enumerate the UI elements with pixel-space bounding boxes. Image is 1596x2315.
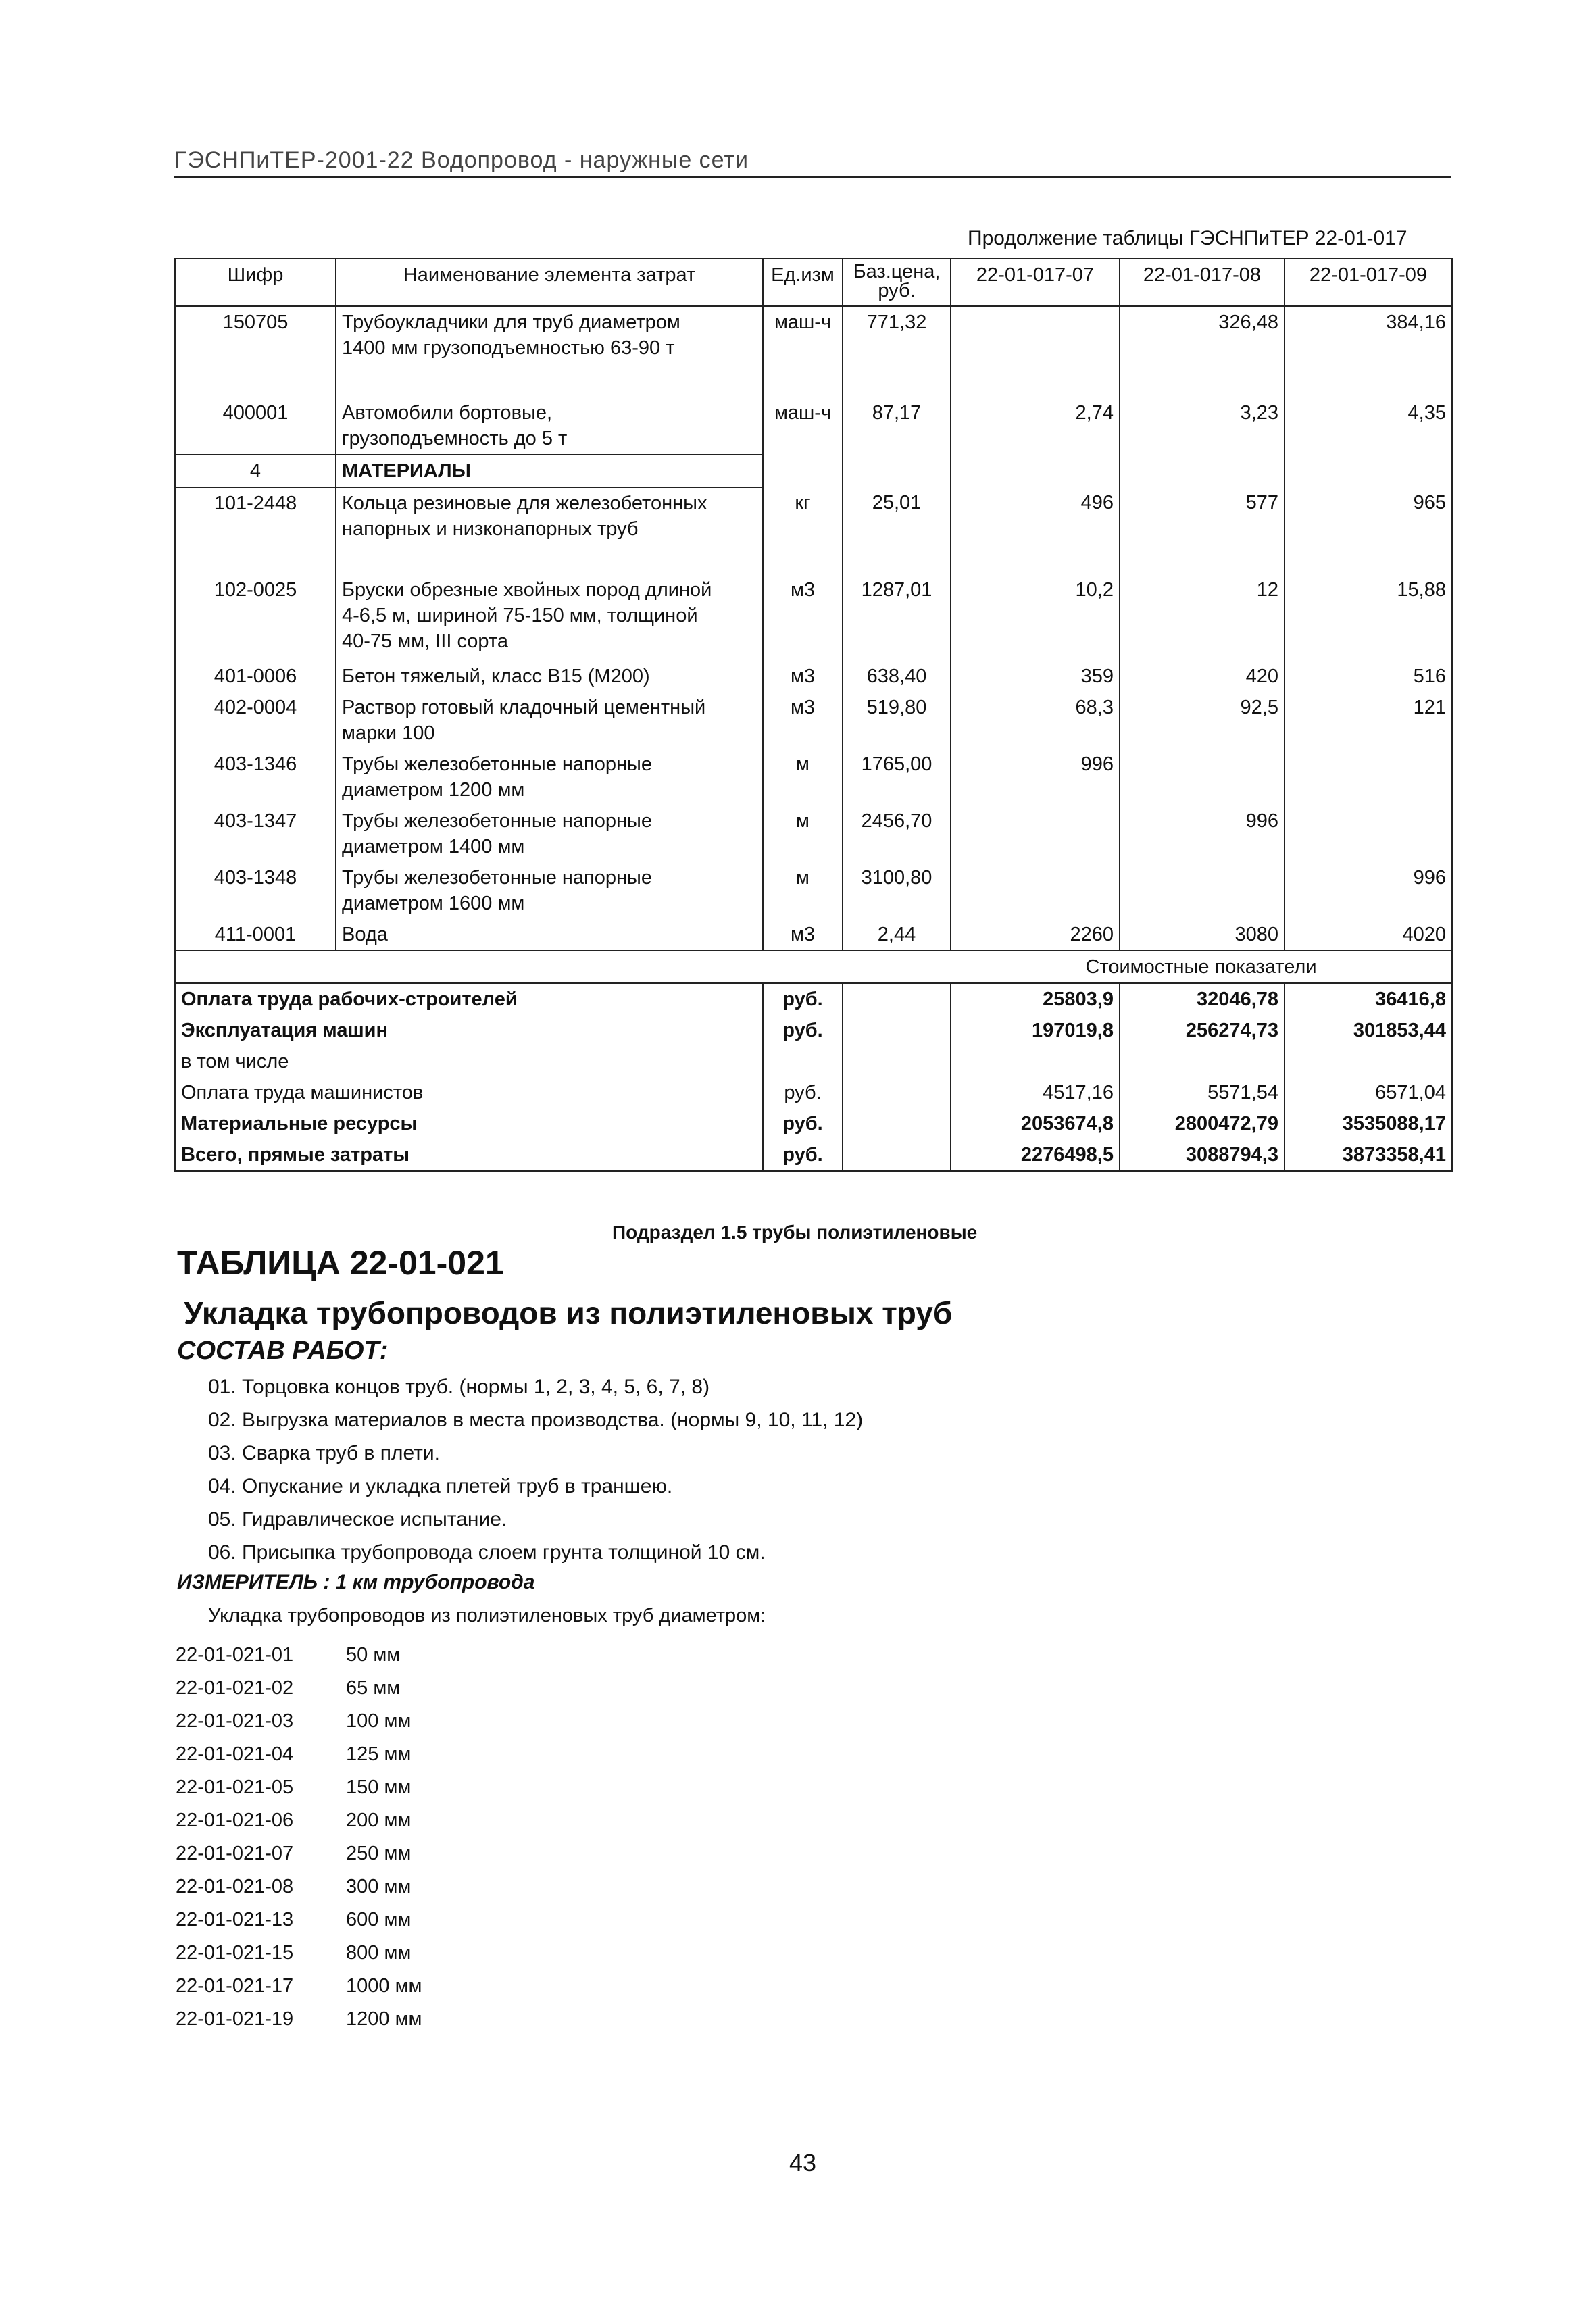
cost-name: в том числе xyxy=(175,1046,763,1077)
cell-name: Раствор готовый кладочный цементный марки 100 xyxy=(336,692,763,749)
cost-row xyxy=(175,983,1452,1015)
cell-value xyxy=(951,862,1120,919)
cell-name: Трубы железобетонные напорные диаметром 1600 мм xyxy=(336,862,763,919)
cell-value: 68,3 xyxy=(951,692,1120,749)
norm-code: 22-01-021-17 xyxy=(176,1975,294,1997)
cell-value xyxy=(951,306,1120,397)
cell-price: 3100,80 xyxy=(843,862,951,919)
work-item: 05. Гидравлическое испытание. xyxy=(208,1508,507,1530)
cell-unit xyxy=(763,455,843,487)
column-header: Шифр xyxy=(175,259,336,306)
cell-value xyxy=(1285,749,1452,805)
cell-value: 2,74 xyxy=(951,397,1120,455)
cell-value: 996 xyxy=(1120,805,1285,862)
norm-code: 22-01-021-04 xyxy=(176,1743,294,1765)
works-label: СОСТАВ РАБОТ: xyxy=(177,1337,389,1365)
cell-price: 2456,70 xyxy=(843,805,951,862)
cell-unit: м xyxy=(763,749,843,805)
cost-unit: руб. xyxy=(763,1077,843,1108)
cell-price: 2,44 xyxy=(843,919,951,951)
cost-value: 36416,8 xyxy=(1285,983,1452,1015)
cost-value xyxy=(1285,1046,1452,1077)
table-row xyxy=(175,661,1452,692)
cell-price: 519,80 xyxy=(843,692,951,749)
cell-price: 1287,01 xyxy=(843,574,951,661)
cost-name: Материальные ресурсы xyxy=(175,1108,763,1139)
cell-code: 101-2448 xyxy=(175,487,336,574)
cost-row xyxy=(175,1015,1452,1046)
cost-empty xyxy=(843,1108,951,1139)
cell-code: 401-0006 xyxy=(175,661,336,692)
cost-name: Всего, прямые затраты xyxy=(175,1139,763,1171)
cell-price xyxy=(843,455,951,487)
cell-name: Трубы железобетонные напорные диаметром 1400 мм xyxy=(336,805,763,862)
pipe-diameter: 800 мм xyxy=(346,1942,412,1964)
cell-name: Бруски обрезные хвойных пород длиной 4-6,5 м, шириной 75-150 мм, толщиной 40-75 мм, III сорта xyxy=(336,574,763,661)
cost-unit: руб. xyxy=(763,983,843,1015)
cost-value: 3535088,17 xyxy=(1285,1108,1452,1139)
cell-unit: м3 xyxy=(763,919,843,951)
cell-code: 150705 xyxy=(175,306,336,397)
column-header: 22-01-017-08 xyxy=(1120,259,1285,306)
cell-code: 102-0025 xyxy=(175,574,336,661)
cell-value: 92,5 xyxy=(1120,692,1285,749)
norm-code: 22-01-021-13 xyxy=(176,1909,294,1931)
table-row xyxy=(175,805,1452,862)
pipe-diameter: 200 мм xyxy=(346,1810,412,1831)
cell-name: Кольца резиновые для железобетонных напорных и низконапорных труб xyxy=(336,487,763,574)
table-row xyxy=(175,455,1452,487)
cost-name: Оплата труда рабочих-строителей xyxy=(175,983,763,1015)
work-item: 04. Опускание и укладка плетей труб в траншею. xyxy=(208,1475,673,1497)
cost-value: 197019,8 xyxy=(951,1015,1120,1046)
code-row xyxy=(176,1937,422,1970)
cell-unit: м3 xyxy=(763,692,843,749)
cell-value: 965 xyxy=(1285,487,1452,574)
code-row xyxy=(176,2003,422,2036)
pipe-diameter: 1200 мм xyxy=(346,2008,422,2030)
cost-unit: руб. xyxy=(763,1108,843,1139)
column-header: Наименование элемента затрат xyxy=(336,259,763,306)
cell-price: 87,17 xyxy=(843,397,951,455)
cell-value: 996 xyxy=(1285,862,1452,919)
cell-value: 996 xyxy=(951,749,1120,805)
table-continuation-note: Продолжение таблицы ГЭСНПиТЕР 22-01-017 xyxy=(968,227,1407,249)
cell-value: 4020 xyxy=(1285,919,1452,951)
cell-value: 420 xyxy=(1120,661,1285,692)
cost-value: 3873358,41 xyxy=(1285,1139,1452,1171)
code-row xyxy=(176,1672,422,1705)
cost-row xyxy=(175,1077,1452,1108)
cost-row xyxy=(175,1046,1452,1077)
norm-code: 22-01-021-02 xyxy=(176,1677,294,1699)
work-item: 03. Сварка труб в плети. xyxy=(208,1442,440,1464)
cell-value: 12 xyxy=(1120,574,1285,661)
cost-empty xyxy=(843,1015,951,1046)
table-row xyxy=(175,749,1452,805)
cell-price: 638,40 xyxy=(843,661,951,692)
code-row xyxy=(176,1771,422,1804)
running-header: ГЭСНПиТЕР-2001-22 Водопровод - наружные сети xyxy=(174,147,1451,178)
column-header: 22-01-017-07 xyxy=(951,259,1120,306)
cost-header-row xyxy=(175,951,1452,983)
cost-empty xyxy=(843,1046,951,1077)
cell-value: 3080 xyxy=(1120,919,1285,951)
subsection-heading: Подраздел 1.5 трубы полиэтиленовые xyxy=(612,1222,978,1243)
cost-value: 301853,44 xyxy=(1285,1015,1452,1046)
cell-value xyxy=(951,805,1120,862)
cost-name: Эксплуатация машин xyxy=(175,1015,763,1046)
cell-unit: кг xyxy=(763,487,843,574)
norm-code: 22-01-021-03 xyxy=(176,1710,294,1732)
pipe-diameter: 600 мм xyxy=(346,1909,412,1931)
pipe-diameter: 250 мм xyxy=(346,1843,412,1864)
cost-row xyxy=(175,1139,1452,1171)
work-item: 06. Присыпка трубопровода слоем грунта толщиной 10 см. xyxy=(208,1541,766,1564)
code-row xyxy=(176,1870,422,1903)
cost-value: 6571,04 xyxy=(1285,1077,1452,1108)
cell-value: 359 xyxy=(951,661,1120,692)
cell-value: 3,23 xyxy=(1120,397,1285,455)
norm-code: 22-01-021-08 xyxy=(176,1876,294,1897)
column-header: Баз.цена, руб. xyxy=(843,259,951,306)
table-row xyxy=(175,306,1452,397)
table-row xyxy=(175,397,1452,455)
column-header: Ед.изм xyxy=(763,259,843,306)
norm-code: 22-01-021-01 xyxy=(176,1644,294,1666)
cell-name: Трубы железобетонные напорные диаметром 1200 мм xyxy=(336,749,763,805)
work-item: 01. Торцовка концов труб. (нормы 1, 2, 3, 4, 5, 6, 7, 8) xyxy=(208,1376,710,1398)
cost-name: Оплата труда машинистов xyxy=(175,1077,763,1108)
cell-code: 402-0004 xyxy=(175,692,336,749)
resource-table xyxy=(174,258,1453,1172)
cell-code: 403-1346 xyxy=(175,749,336,805)
cell-name: МАТЕРИАЛЫ xyxy=(336,455,763,487)
cost-unit: руб. xyxy=(763,1015,843,1046)
cell-price: 1765,00 xyxy=(843,749,951,805)
norm-code: 22-01-021-06 xyxy=(176,1810,294,1831)
cost-value xyxy=(951,1046,1120,1077)
cell-unit: м xyxy=(763,862,843,919)
code-row xyxy=(176,1970,422,2003)
cost-empty xyxy=(843,1139,951,1171)
table-row xyxy=(175,919,1452,951)
table-header-row xyxy=(175,259,1452,306)
table-row xyxy=(175,862,1452,919)
cell-unit: м3 xyxy=(763,574,843,661)
cell-value xyxy=(951,455,1120,487)
code-row xyxy=(176,1639,422,1672)
code-row xyxy=(176,1837,422,1870)
pipe-diameter: 100 мм xyxy=(346,1710,412,1732)
cell-price: 771,32 xyxy=(843,306,951,397)
norm-code: 22-01-021-07 xyxy=(176,1843,294,1864)
cell-value: 496 xyxy=(951,487,1120,574)
pipe-diameter: 50 мм xyxy=(346,1644,401,1666)
cell-name: Вода xyxy=(336,919,763,951)
cost-value: 3088794,3 xyxy=(1120,1139,1285,1171)
cell-name: Трубоукладчики для труб диаметром 1400 мм грузоподъемностью 63-90 т xyxy=(336,306,763,397)
table-row xyxy=(175,574,1452,661)
cell-unit: м3 xyxy=(763,661,843,692)
cell-value xyxy=(1120,862,1285,919)
pipe-diameter: 125 мм xyxy=(346,1743,412,1765)
pipe-diameter: 150 мм xyxy=(346,1776,412,1798)
pipe-diameter: 65 мм xyxy=(346,1677,401,1699)
works-list xyxy=(208,1370,863,1569)
cell-code: 400001 xyxy=(175,397,336,455)
cost-value: 256274,73 xyxy=(1120,1015,1285,1046)
cell-value: 4,35 xyxy=(1285,397,1452,455)
cell-value xyxy=(1120,749,1285,805)
cost-value: 2053674,8 xyxy=(951,1108,1120,1139)
page-number: 43 xyxy=(789,2149,817,2176)
cell-value: 384,16 xyxy=(1285,306,1452,397)
work-item: 02. Выгрузка материалов в места производства. (нормы 9, 10, 11, 12) xyxy=(208,1409,864,1431)
column-header: 22-01-017-09 xyxy=(1285,259,1452,306)
cost-empty xyxy=(843,983,951,1015)
cost-unit: руб. xyxy=(763,1139,843,1171)
cell-value: 516 xyxy=(1285,661,1452,692)
cell-value: 577 xyxy=(1120,487,1285,574)
code-row xyxy=(176,1738,422,1771)
cell-unit: маш-ч xyxy=(763,306,843,397)
cost-value xyxy=(1120,1046,1285,1077)
cost-value: 2800472,79 xyxy=(1120,1108,1285,1139)
code-row xyxy=(176,1903,422,1937)
table-title: ТАБЛИЦА 22-01-021 xyxy=(177,1244,504,1282)
cost-value: 5571,54 xyxy=(1120,1077,1285,1108)
pipe-diameter: 1000 мм xyxy=(346,1975,422,1997)
unit-of-measure: ИЗМЕРИТЕЛЬ : 1 км трубопровода xyxy=(177,1571,535,1593)
cell-value xyxy=(1285,805,1452,862)
cell-code: 403-1348 xyxy=(175,862,336,919)
cost-row xyxy=(175,1108,1452,1139)
norm-code: 22-01-021-05 xyxy=(176,1776,294,1798)
cell-value: 15,88 xyxy=(1285,574,1452,661)
cell-name: Бетон тяжелый, класс В15 (М200) xyxy=(336,661,763,692)
cell-price: 25,01 xyxy=(843,487,951,574)
cost-empty xyxy=(843,1077,951,1108)
cell-value: 326,48 xyxy=(1120,306,1285,397)
work-title: Укладка трубопроводов из полиэтиленовых труб xyxy=(184,1295,953,1330)
cell-value xyxy=(1285,455,1452,487)
cell-unit: м xyxy=(763,805,843,862)
spacer xyxy=(175,951,951,983)
codes-list xyxy=(176,1639,422,2036)
norm-code: 22-01-021-15 xyxy=(176,1942,294,1964)
cost-value: 4517,16 xyxy=(951,1077,1120,1108)
code-row xyxy=(176,1705,422,1738)
cell-value: 121 xyxy=(1285,692,1452,749)
cost-unit xyxy=(763,1046,843,1077)
cell-value: 2260 xyxy=(951,919,1120,951)
table-row xyxy=(175,487,1452,574)
cell-code: 4 xyxy=(175,455,336,487)
codes-intro: Укладка трубопроводов из полиэтиленовых труб диаметром: xyxy=(208,1605,766,1626)
cost-value: 25803,9 xyxy=(951,983,1120,1015)
cell-value: 10,2 xyxy=(951,574,1120,661)
cell-value xyxy=(1120,455,1285,487)
pipe-diameter: 300 мм xyxy=(346,1876,412,1897)
code-row xyxy=(176,1804,422,1837)
cost-header: Стоимостные показатели xyxy=(951,951,1452,983)
cost-value: 32046,78 xyxy=(1120,983,1285,1015)
cell-code: 403-1347 xyxy=(175,805,336,862)
cell-code: 411-0001 xyxy=(175,919,336,951)
table-row xyxy=(175,692,1452,749)
cell-name: Автомобили бортовые, грузоподъемность до 5 т xyxy=(336,397,763,455)
norm-code: 22-01-021-19 xyxy=(176,2008,294,2030)
cell-unit: маш-ч xyxy=(763,397,843,455)
cost-value: 2276498,5 xyxy=(951,1139,1120,1171)
